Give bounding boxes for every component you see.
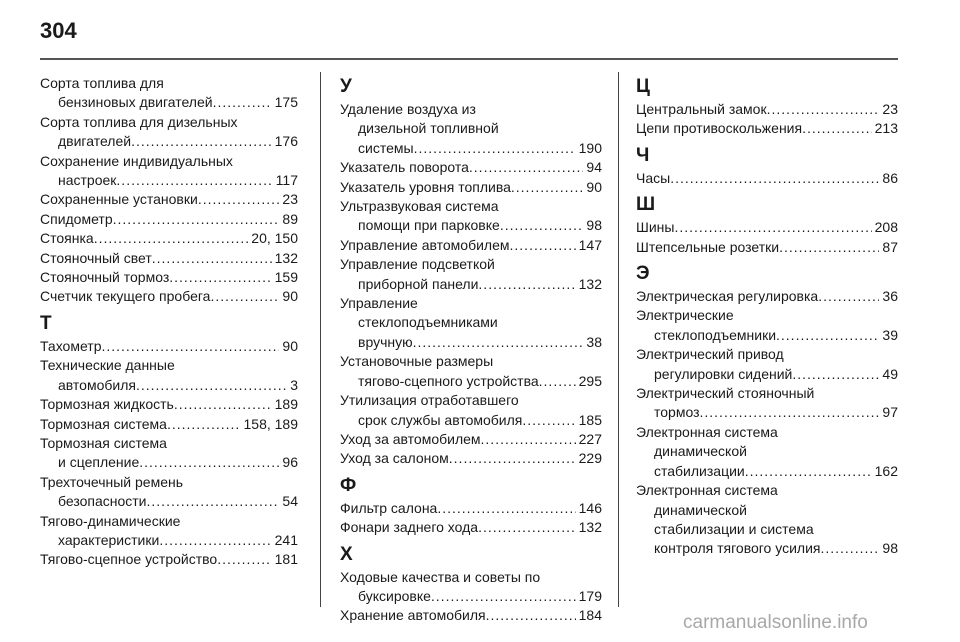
dot-leader — [745, 462, 872, 481]
index-entry — [40, 550, 298, 569]
index-entry — [340, 352, 602, 391]
page-reference: 132 — [578, 275, 602, 292]
page-reference: 86 — [882, 169, 898, 186]
entry-text: Сорта топлива для — [40, 75, 164, 91]
entry-text: Удаление воздуха из — [340, 101, 476, 117]
dot-leader — [779, 238, 879, 257]
dot-leader — [670, 169, 879, 188]
entry-text: динамической — [654, 501, 747, 518]
entry-text: Электронная система — [636, 423, 778, 440]
page-reference: 159 — [274, 269, 298, 286]
dot-leader — [481, 430, 576, 449]
dot-leader — [511, 178, 584, 197]
dot-leader — [414, 139, 576, 158]
entry-text: Установочные размеры — [340, 353, 494, 370]
index-entry — [636, 423, 898, 481]
dot-leader — [449, 449, 576, 468]
entry-text: Тормозная система — [40, 415, 167, 432]
page-reference: 162 — [874, 462, 898, 479]
index-entry — [340, 606, 602, 625]
header-divider — [40, 58, 898, 60]
entry-text: двигателей — [58, 133, 132, 150]
entry-text: Тягово-сцепное устройство — [40, 551, 218, 568]
entry-text: Тормозная жидкость — [40, 396, 174, 413]
page-reference: 175 — [274, 94, 298, 111]
index-entry — [636, 169, 898, 188]
page-reference: 90 — [282, 288, 298, 305]
entry-text: Стояночный тормоз — [40, 269, 170, 286]
index-entry — [40, 190, 298, 209]
index-entry — [340, 197, 602, 236]
page-reference: 132 — [578, 519, 602, 536]
index-entry — [340, 294, 602, 352]
entry-text: стабилизации и система — [654, 520, 814, 537]
index-section — [40, 74, 298, 307]
entry-text: Управление подсветкой — [340, 256, 495, 273]
index-entry — [340, 518, 602, 537]
index-section — [40, 311, 298, 570]
entry-text: Цепи противоскольжения — [636, 120, 803, 137]
index-entry — [340, 255, 602, 294]
entry-text: автомобиля — [58, 376, 136, 393]
dot-leader — [792, 365, 879, 384]
entry-text: Стояночный свет — [40, 249, 152, 266]
page-reference: 181 — [274, 551, 298, 568]
dot-leader — [478, 275, 575, 294]
entry-text: характеристики — [58, 531, 160, 548]
dot-leader — [522, 411, 575, 430]
page-reference: 94 — [586, 159, 602, 176]
entry-text: контроля тягового усилия — [654, 540, 821, 557]
index-entry — [340, 178, 602, 197]
entry-text: динамической — [654, 443, 747, 460]
section-letter: Ч — [636, 144, 650, 166]
dot-leader — [486, 606, 576, 625]
column-divider-2 — [618, 72, 619, 607]
dot-leader — [210, 287, 279, 306]
page-reference: 98 — [586, 217, 602, 234]
page-reference: 23 — [882, 101, 898, 117]
entry-text: Тормозная система — [40, 434, 167, 451]
dot-leader — [539, 372, 576, 391]
index-column-1 — [40, 74, 298, 574]
index-entry — [340, 158, 602, 177]
page-reference: 176 — [274, 133, 298, 150]
dot-leader — [113, 210, 280, 229]
page-reference: 98 — [882, 540, 898, 557]
index-section — [340, 542, 602, 626]
entry-text: бензиновых двигателей — [58, 94, 213, 111]
section-letter: Ц — [636, 76, 650, 97]
index-entry — [40, 268, 298, 287]
entry-text: Уход за автомобилем — [340, 430, 481, 447]
page-reference: 189 — [274, 396, 298, 413]
index-entry — [40, 249, 298, 268]
dot-leader — [116, 171, 272, 190]
dot-leader — [94, 229, 249, 248]
dot-leader — [820, 539, 879, 558]
index-entry — [40, 74, 298, 113]
page-reference: 132 — [274, 249, 298, 266]
entry-text: Фильтр салона — [340, 499, 438, 516]
entry-text: Спидометр — [40, 210, 113, 227]
dot-leader — [500, 216, 584, 235]
entry-text: приборной панели — [358, 275, 479, 292]
entry-text: Сохранение индивидуальных — [40, 152, 233, 169]
index-entry — [40, 337, 298, 356]
page-reference: 241 — [274, 531, 298, 548]
dot-leader — [147, 492, 280, 511]
dot-leader — [674, 218, 871, 237]
index-entry — [40, 512, 298, 551]
index-entry — [40, 415, 298, 434]
index-entry — [636, 218, 898, 237]
index-entry — [636, 481, 898, 559]
entry-text: стабилизации — [654, 462, 745, 479]
index-entry — [340, 449, 602, 468]
entry-text: Технические данные — [40, 357, 175, 374]
entry-text: Утилизация отработавшего — [340, 392, 519, 409]
dot-leader — [413, 333, 584, 352]
page-reference: 96 — [282, 454, 298, 471]
index-column-3 — [636, 74, 898, 563]
entry-text: Указатель уровня топлива — [340, 178, 511, 195]
page-reference: 39 — [882, 326, 898, 343]
index-entry — [40, 152, 298, 191]
entry-text: Указатель поворота — [340, 159, 469, 176]
section-letter: Т — [40, 312, 52, 334]
entry-text: системы — [358, 139, 414, 156]
index-entry — [40, 473, 298, 512]
entry-text: помощи при парковке — [358, 217, 500, 234]
entry-text: буксировке — [358, 587, 431, 604]
index-entry — [636, 238, 898, 257]
index-entry — [340, 499, 602, 518]
index-entry — [636, 119, 898, 138]
watermark: carmanualsonline.info — [683, 612, 868, 633]
section-letter: У — [340, 76, 352, 97]
dot-leader — [101, 337, 279, 356]
entry-text: Фонари заднего хода — [340, 519, 479, 536]
dot-leader — [469, 158, 584, 177]
index-entry — [40, 210, 298, 229]
dot-leader — [174, 395, 272, 414]
entry-text: Управление — [340, 295, 418, 312]
page-reference: 36 — [882, 288, 898, 305]
index-section — [636, 143, 898, 188]
index-entry — [40, 287, 298, 306]
page-reference: 184 — [578, 607, 602, 624]
page-reference: 185 — [578, 411, 602, 428]
entry-text: Часы — [636, 169, 671, 186]
index-column-2 — [340, 74, 602, 630]
dot-leader — [169, 268, 271, 287]
index-section — [340, 74, 602, 469]
dot-leader — [152, 249, 272, 268]
index-entry — [636, 306, 898, 345]
entry-text: Сорта топлива для дизельных — [40, 113, 238, 130]
dot-leader — [478, 518, 576, 537]
index-entry — [40, 229, 298, 248]
entry-text: Управление автомобилем — [340, 236, 510, 253]
entry-text: тормоз — [654, 404, 700, 421]
page-reference: 38 — [586, 333, 602, 350]
page-reference: 227 — [578, 430, 602, 447]
page-reference: 146 — [578, 499, 602, 516]
page-reference: 229 — [578, 450, 602, 467]
index-section — [636, 74, 898, 139]
entry-text: Электрический стояночный — [636, 385, 815, 402]
dot-leader — [510, 236, 576, 255]
entry-text: Центральный замок — [636, 101, 767, 117]
index-entry — [340, 568, 602, 607]
dot-leader — [437, 499, 575, 518]
page-reference: 179 — [578, 587, 602, 604]
index-entry — [636, 345, 898, 384]
entry-text: и сцепление — [58, 454, 140, 471]
section-letter: Х — [340, 543, 353, 565]
page-number: 304 — [40, 18, 77, 43]
entry-text: Шины — [636, 219, 675, 236]
entry-text: Уход за салоном — [340, 450, 449, 467]
dot-leader — [700, 403, 880, 422]
dot-leader — [431, 587, 576, 606]
page-reference: 97 — [882, 404, 898, 421]
entry-text: вручную — [358, 333, 413, 350]
entry-text: безопасности — [58, 493, 147, 510]
dot-leader — [217, 550, 271, 569]
entry-text: регулировки сидений — [654, 365, 793, 382]
page-reference: 147 — [578, 236, 602, 253]
entry-text: Сохраненные установки — [40, 191, 198, 208]
dot-leader — [159, 531, 271, 550]
index-entry — [40, 356, 298, 395]
page-reference: 158, 189 — [243, 415, 298, 432]
page-reference: 90 — [282, 337, 298, 354]
entry-text: Хранение автомобиля — [340, 607, 486, 624]
page-reference: 87 — [882, 238, 898, 255]
section-letter: Ф — [340, 474, 357, 496]
index-entry — [636, 100, 898, 119]
index-entry — [636, 384, 898, 423]
index-entry — [340, 391, 602, 430]
dot-leader — [802, 119, 872, 138]
page-reference: 208 — [874, 219, 898, 236]
entry-text: Тахометр — [40, 337, 102, 354]
dot-leader — [136, 376, 287, 395]
page-reference: 54 — [282, 493, 298, 510]
entry-text: Штепсельные розетки — [636, 238, 780, 255]
index-entry — [340, 430, 602, 449]
dot-leader — [767, 100, 880, 119]
page-reference: 20, 150 — [251, 230, 298, 247]
section-letter: Э — [636, 263, 650, 285]
entry-text: Электронная система — [636, 482, 778, 499]
entry-text: Электрический привод — [636, 346, 784, 363]
entry-text: Электрические — [636, 307, 734, 324]
entry-text: настроек — [58, 172, 117, 189]
index-entry — [340, 236, 602, 255]
page-reference: 295 — [578, 372, 602, 389]
index-section — [340, 473, 602, 538]
entry-text: Электрическая регулировка — [636, 288, 819, 305]
dot-leader — [213, 93, 272, 112]
entry-text: Счетчик текущего пробега — [40, 288, 211, 305]
entry-text: Ультразвуковая система — [340, 198, 499, 215]
dot-leader — [818, 287, 879, 306]
entry-text: Трехточечный ремень — [40, 473, 184, 490]
page-reference: 49 — [882, 365, 898, 382]
index-entry — [340, 100, 602, 158]
page-reference: 89 — [282, 210, 298, 227]
dot-leader — [139, 453, 279, 472]
page-reference: 213 — [874, 120, 898, 137]
dot-leader — [131, 132, 272, 151]
index-section — [636, 192, 898, 257]
dot-leader — [198, 190, 280, 209]
entry-text: Стоянка — [40, 230, 94, 247]
index-entry — [40, 395, 298, 414]
page-reference: 90 — [586, 178, 602, 195]
column-divider-1 — [320, 72, 321, 607]
entry-text: Ходовые качества и советы по — [340, 568, 541, 585]
index-entry — [40, 113, 298, 152]
dot-leader — [167, 415, 241, 434]
page-reference: 190 — [578, 139, 602, 156]
page-reference: 117 — [275, 172, 298, 189]
index-section — [636, 261, 898, 559]
index-entry — [40, 434, 298, 473]
entry-text: Тягово-динамические — [40, 512, 181, 529]
index-entry — [636, 287, 898, 306]
entry-text: тягово-сцепного устройства — [358, 372, 539, 389]
entry-text: дизельной топливной — [358, 120, 499, 137]
page-reference: 3 — [290, 376, 298, 393]
entry-text: стеклоподъемниками — [358, 314, 498, 331]
dot-leader — [776, 326, 879, 345]
entry-text: срок службы автомобиля — [358, 411, 523, 428]
page-reference: 23 — [282, 191, 298, 208]
entry-text: стеклоподъемники — [654, 326, 777, 343]
section-letter: Ш — [636, 194, 656, 216]
